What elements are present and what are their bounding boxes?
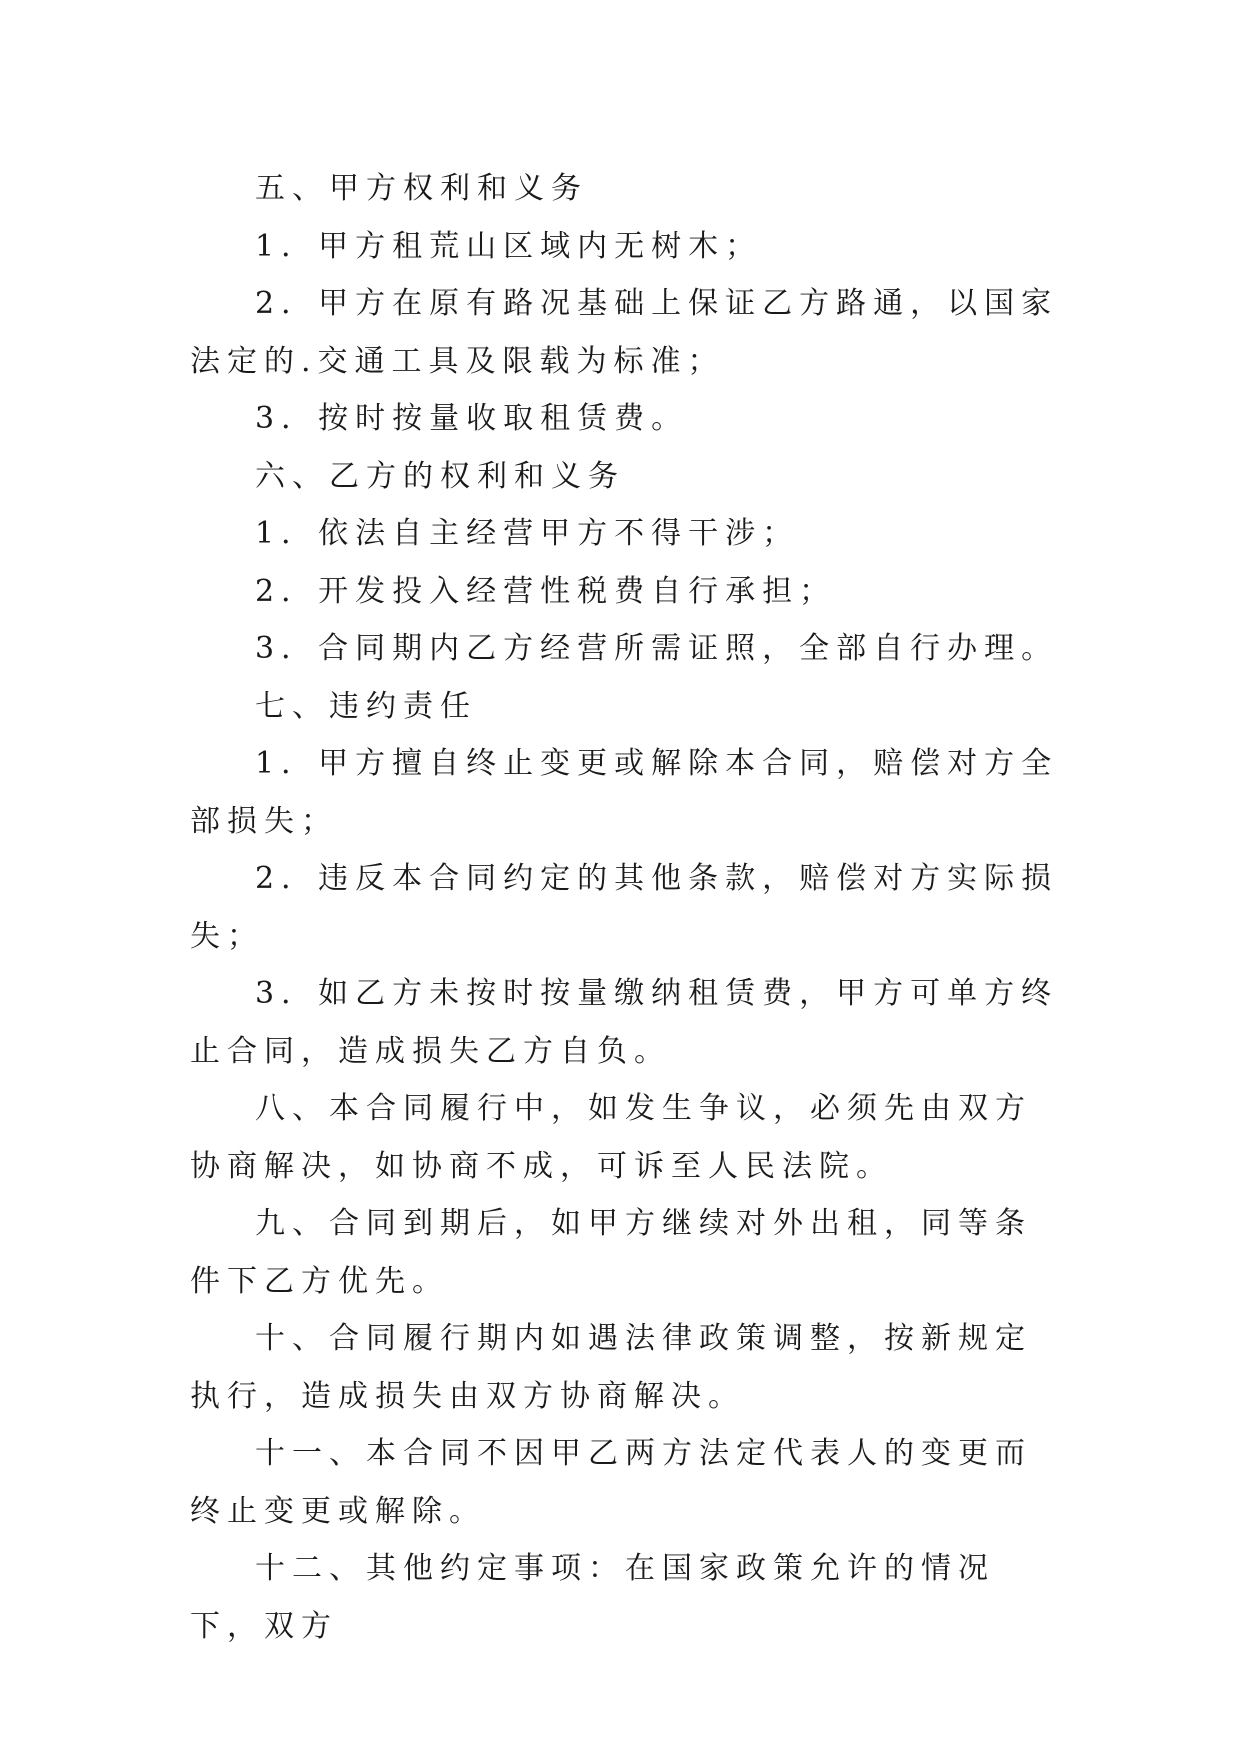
section-representative-change: 十一、本合同不因甲乙两方法定代表人的变更而终止变更或解除。 <box>190 1436 1032 1529</box>
section-other-matters: 十二、其他约定事项：在国家政策允许的情况下，双方 <box>190 1551 995 1644</box>
section-heading-rights-of-party-b: 六、乙方的权利和义务 <box>255 458 625 494</box>
clause-b-3: 3．合同期内乙方经营所需证照，全部自行办理。 <box>255 631 1059 666</box>
clause-b-2: 2．开发投入经营性税费自行承担； <box>255 573 837 609</box>
section-heading-rights-of-party-a: 五、甲方权利和义务 <box>255 171 588 206</box>
document-body <box>190 160 1060 1655</box>
section-policy-adjustment: 十、合同履行期内如遇法律政策调整，按新规定执行，造成损失由双方协商解决。 <box>190 1321 1032 1414</box>
clause-a-3: 3．按时按量收取租赁费。 <box>255 401 689 436</box>
clause-liability-1: 1．甲方擅自终止变更或解除本合同，赔偿对方全部损失； <box>190 746 1059 839</box>
clause-liability-2: 2．违反本合同约定的其他条款，赔偿对方实际损失； <box>190 861 1059 954</box>
clause-a-2: 2．甲方在原有路况基础上保证乙方路通，以国家法定的.交通工具及限载为标准； <box>190 286 1059 379</box>
clause-liability-3: 3．如乙方未按时按量缴纳租赁费，甲方可单方终止合同，造成损失乙方自负。 <box>190 976 1059 1069</box>
clause-b-1: 1．依法自主经营甲方不得干涉； <box>255 516 800 551</box>
section-heading-liability: 七、违约责任 <box>255 688 477 724</box>
section-dispute-resolution: 八、本合同履行中，如发生争议，必须先由双方协商解决，如协商不成，可诉至人民法院。 <box>190 1091 1032 1184</box>
clause-a-1: 1．甲方租荒山区域内无树木； <box>255 228 763 264</box>
section-priority-renewal: 九、合同到期后，如甲方继续对外出租，同等条件下乙方优先。 <box>190 1206 1032 1299</box>
